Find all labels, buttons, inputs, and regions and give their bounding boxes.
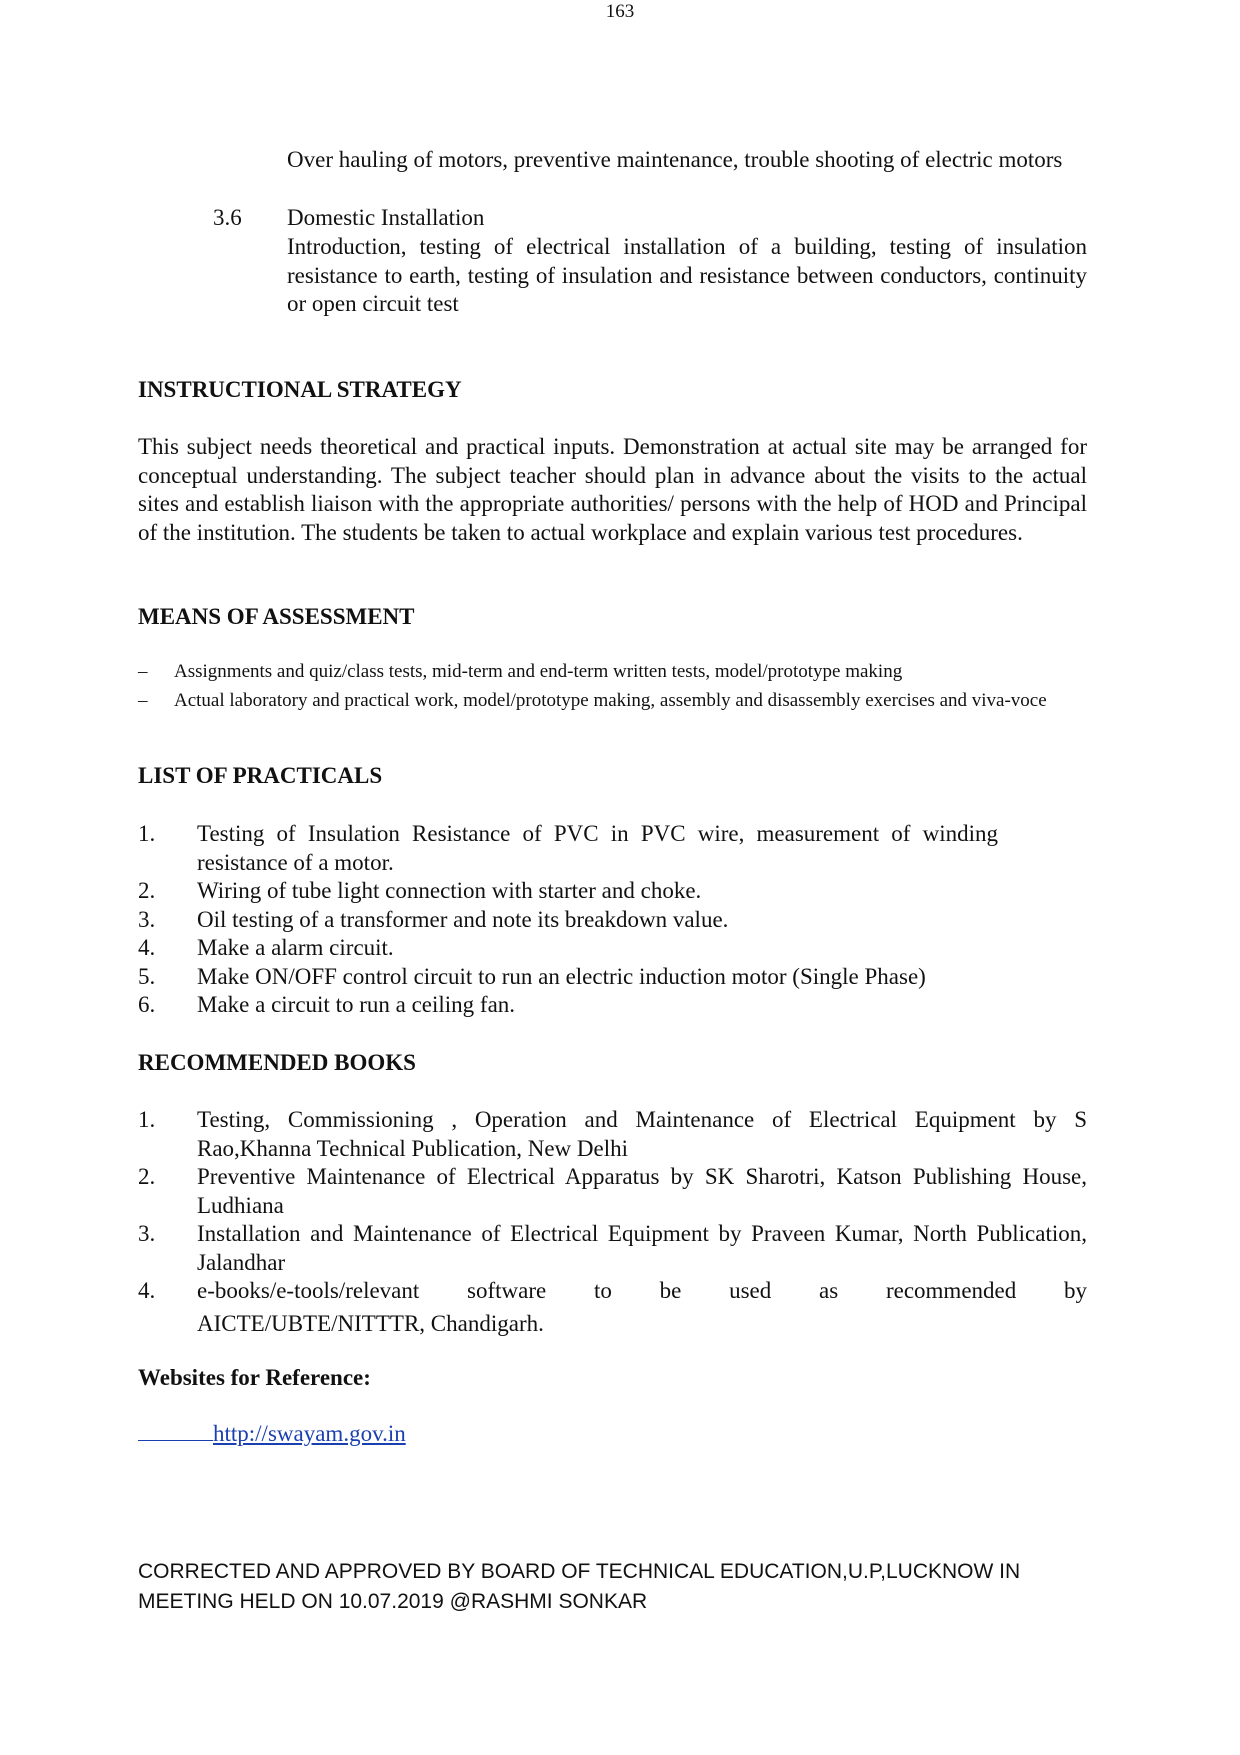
book-text: Testing, Commissioning , Operation and Maintenance of Electrical Equipment by S Rao,Khanna Technical Publication, New Delhi [197, 1107, 1087, 1161]
books-list [138, 1106, 1087, 1338]
item-number: 1. [138, 1107, 156, 1132]
list-item [138, 1220, 1087, 1277]
list-item [138, 658, 1087, 685]
item-number: 3. [138, 1221, 156, 1246]
assessment-item-2: Actual laboratory and practical work, model/prototype making, assembly and disassembly exercises and viva-voce [174, 690, 1047, 711]
assessment-list [138, 658, 1087, 714]
item-number: 4. [138, 1278, 156, 1303]
practical-text: Make a alarm circuit. [197, 935, 394, 960]
list-item [138, 820, 998, 877]
book-text-line-1: e-books/e-tools/relevant software to be used as recommended by [197, 1278, 1087, 1303]
list-item [138, 934, 998, 963]
item-number: 6. [138, 992, 156, 1017]
item-number: 3. [138, 906, 156, 932]
practical-text: Oil testing of a transformer and note its breakdown value. [197, 906, 729, 932]
item-number: 2. [138, 878, 156, 903]
footer-line-1: CORRECTED AND APPROVED BY BOARD OF TECHNICAL EDUCATION,U.P,LUCKNOW IN [138, 1560, 1021, 1583]
bullet-dash: – [138, 661, 148, 682]
list-item [138, 906, 998, 935]
list-item [138, 877, 998, 906]
item-number: 2. [138, 1164, 156, 1189]
bullet-dash: – [138, 690, 148, 711]
practical-text: Make a circuit to run a ceiling fan. [197, 992, 516, 1017]
page-number: 163 [605, 1, 635, 22]
assessment-item-1: Assignments and quiz/class tests, mid-term and end-term written tests, model/prototype making [174, 661, 903, 682]
footer [138, 1557, 1138, 1617]
swayam-link[interactable]: http://swayam.gov.in [213, 1421, 406, 1446]
footer-line-2: MEETING HELD ON 10.07.2019 @RASHMI SONKAR [138, 1590, 648, 1613]
item-number: 4. [138, 935, 156, 960]
book-text-line-2: AICTE/UBTE/NITTTR, Chandigarh. [197, 1310, 544, 1336]
website-link-row [138, 1418, 406, 1448]
list-item [138, 1106, 1087, 1163]
practical-text: Make ON/OFF control circuit to run an electric induction motor (Single Phase) [197, 963, 926, 989]
practicals-list [138, 820, 998, 1020]
continuation-text: Over hauling of motors, preventive maintenance, trouble shooting of electric motors [287, 147, 1063, 172]
list-item [138, 1163, 1087, 1220]
list-item [138, 1277, 1087, 1338]
list-of-practicals-heading: LIST OF PRACTICALS [138, 763, 383, 788]
websites-heading: Websites for Reference: [138, 1365, 371, 1390]
list-item [138, 991, 998, 1020]
practical-text: Testing of Insulation Resistance of PVC in PVC wire, measurement of winding resistance of a motor. [197, 821, 998, 875]
item-number: 5. [138, 963, 156, 989]
book-text: Installation and Maintenance of Electrical Equipment by Praveen Kumar, North Publication, Jalandhar [197, 1221, 1087, 1275]
practical-text: Wiring of tube light connection with starter and choke. [197, 878, 702, 903]
link-underline-spacer [138, 1418, 213, 1441]
section-title: Domestic Installation [287, 205, 485, 230]
list-item [138, 687, 1087, 714]
section-number: 3.6 [213, 205, 242, 230]
section-text: Introduction, testing of electrical installation of a building, testing of insulation resistance to earth, testing of insulation and resistance between conductors, continuity or open circuit test [287, 234, 1087, 316]
book-text: Preventive Maintenance of Electrical Apparatus by SK Sharotri, Katson Publishing House, Ludhiana [197, 1164, 1087, 1218]
instructional-strategy-heading: INSTRUCTIONAL STRATEGY [138, 377, 462, 402]
list-item [138, 963, 998, 992]
instructional-strategy-text: This subject needs theoretical and practical inputs. Demonstration at actual site may be arranged for conceptual understanding. The subject teacher should plan in advance about the visits to the actual sites and establish liaison with the appropriate authorities/ persons with the help of HOD and Principal of the institution. The students be taken to actual workplace and explain various test procedures. [138, 434, 1087, 545]
item-number: 1. [138, 821, 156, 846]
means-of-assessment-heading: MEANS OF ASSESSMENT [138, 604, 415, 629]
recommended-books-heading: RECOMMENDED BOOKS [138, 1050, 416, 1075]
